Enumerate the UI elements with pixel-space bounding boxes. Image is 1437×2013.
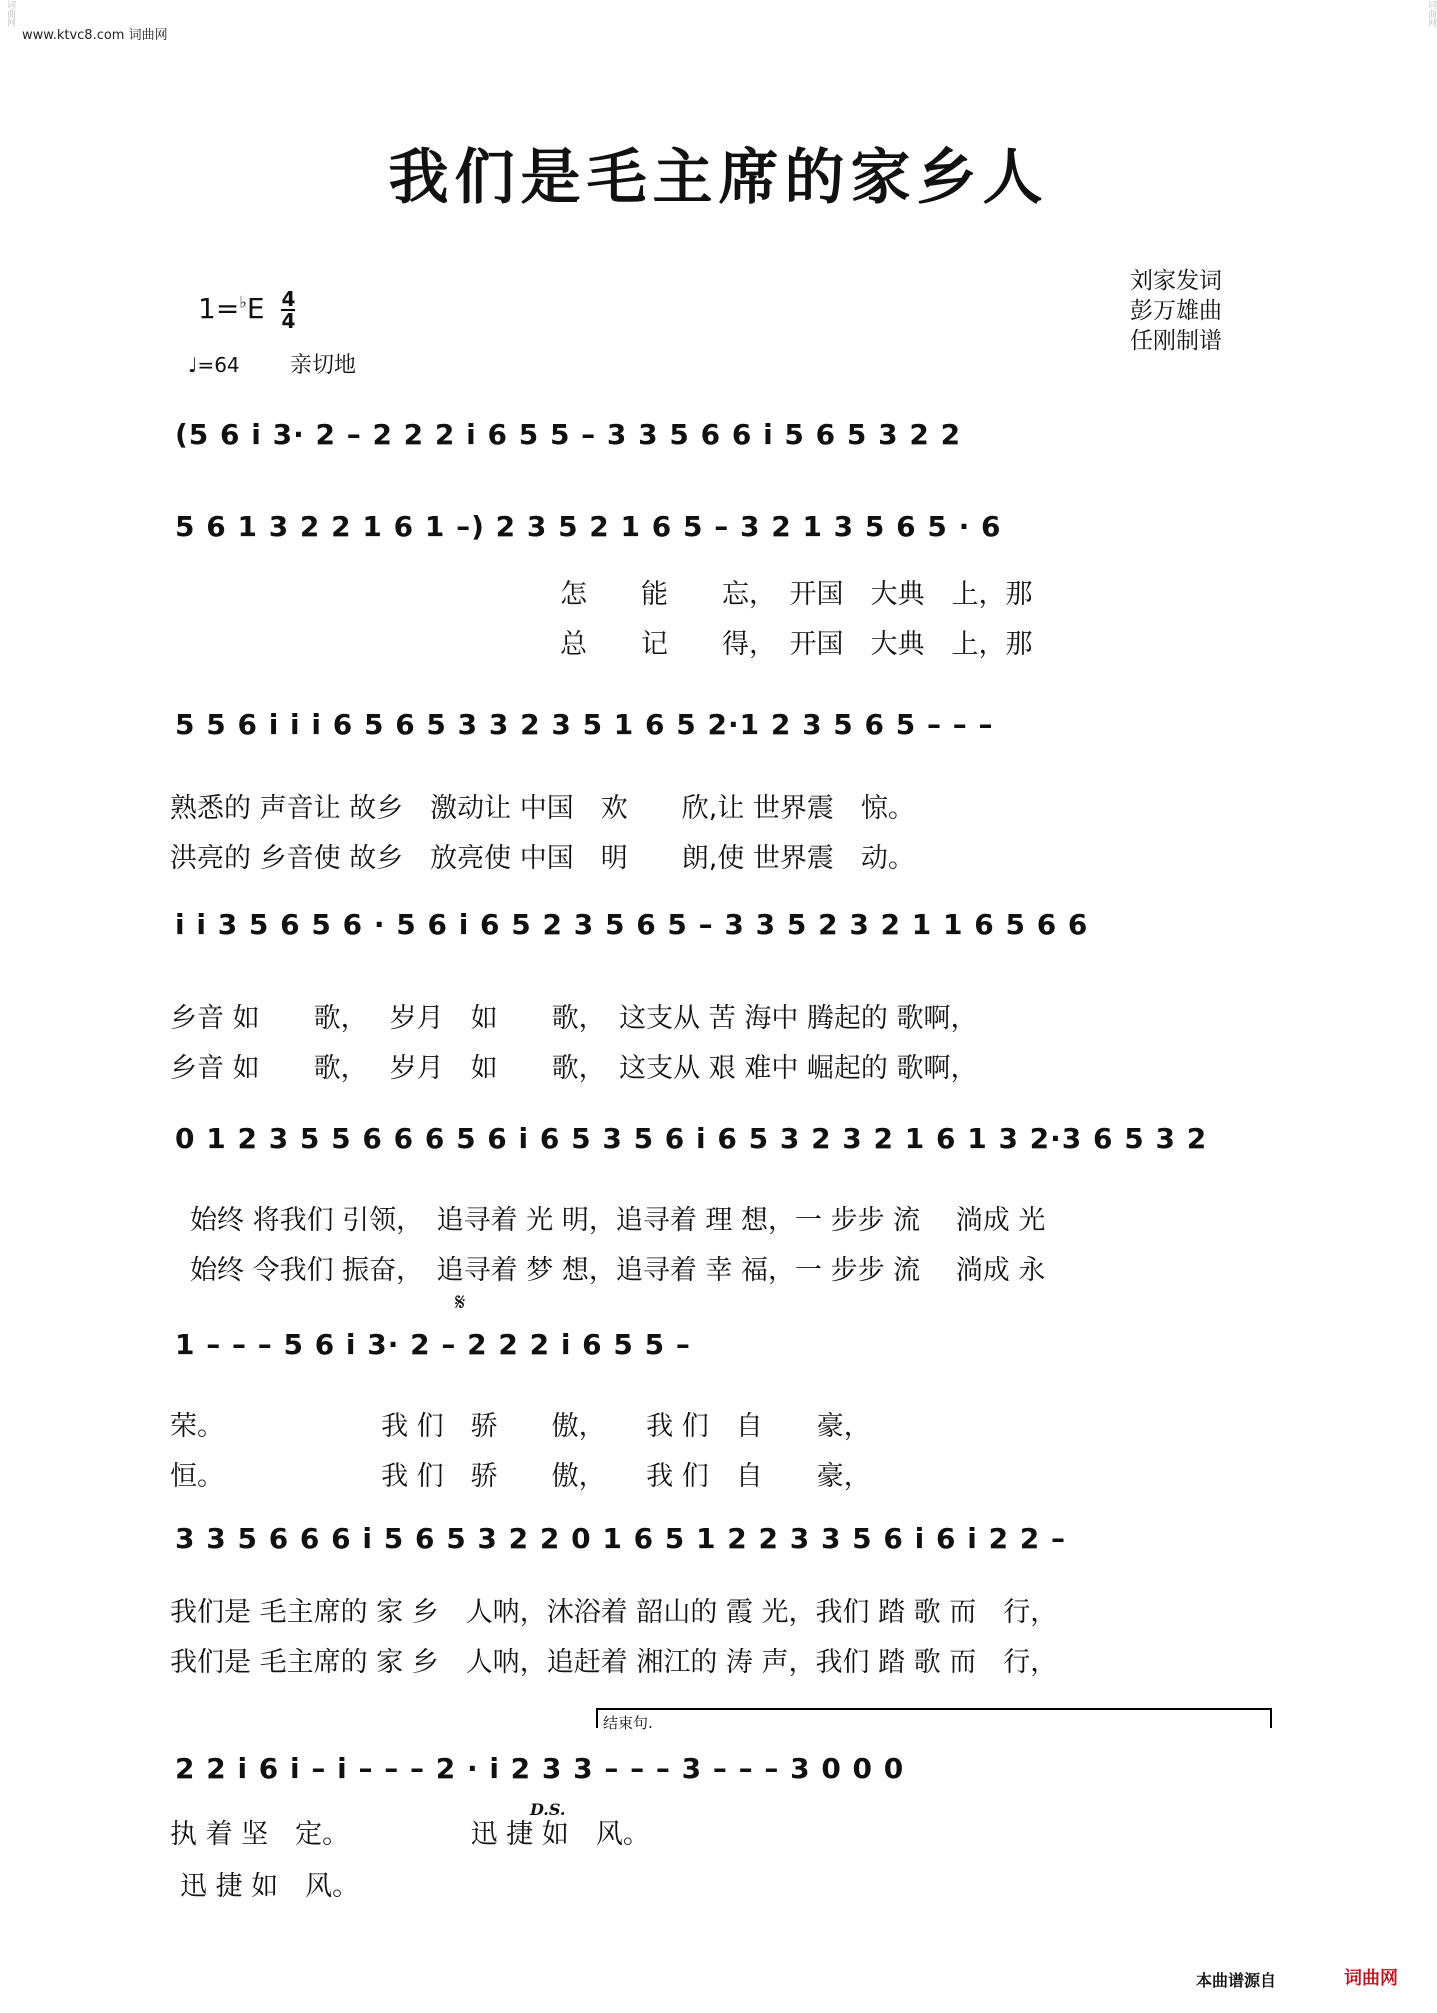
lyric-line-5b: 始终 令我们 振奋， 追寻着 梦 想，追寻着 幸 福，一 步步 流 淌成 永 [190, 1255, 1046, 1286]
lyric-line-8a: 执 着 坚 定。 迅 捷 如 风。 [170, 1819, 650, 1850]
lyric-line-8b: 迅 捷 如 风。 [180, 1871, 360, 1902]
score-line-3: 5 5 6 i i i 6 5 6 5 3 3 2 3 5 1 6 5 2·1 2 3 5 6 5 – – – [175, 708, 994, 741]
footer-source-text: 本曲谱源自 [1196, 1971, 1277, 1990]
time-top: 4 [281, 287, 296, 311]
expression-mark: 亲切地 [290, 353, 357, 378]
score-line-8: 2 2 i 6 i – i – – – 2 · i 2 3 3 – – – 3 – – – 3 0 0 0 [175, 1752, 905, 1785]
lyric-line-5a: 始终 将我们 引领， 追寻着 光 明，追寻着 理 想，一 步步 流 淌成 光 [190, 1205, 1046, 1236]
time-bottom: 4 [281, 309, 296, 333]
lyricist-credit: 刘家发词 [1130, 268, 1222, 294]
lyric-line-3b: 洪亮的 乡音使 故乡 放亮使 中国 明 朗,使 世界震 动。 [170, 843, 915, 874]
flat-sign: ♭ [239, 292, 247, 312]
ending-bracket [596, 1708, 1272, 1728]
ending-label: 结束句. [603, 1714, 653, 1732]
key-note: E [246, 292, 265, 325]
ds-mark: D.S. [530, 1800, 566, 1819]
song-title: 我们是毛主席的家乡人 [388, 143, 1049, 213]
lyric-line-4b: 乡音 如 歌， 岁月 如 歌， 这支从 艰 难中 崛起的 歌啊， [170, 1053, 978, 1084]
tempo-marking [188, 348, 356, 379]
side-watermark-right: 词曲网 [1426, 0, 1436, 27]
composer-credit: 彭万雄曲 [1130, 298, 1222, 324]
side-watermark-left: 词曲网 [5, 0, 15, 27]
lyric-line-3a: 熟悉的 声音让 故乡 激动让 中国 欢 欣,让 世界震 惊。 [170, 793, 915, 824]
score-line-2: 5 6 1 3 2 2 1 6 1 –) 2 3 5 2 1 6 5 – 3 2 1 3 5 6 5 · 6 [175, 510, 1002, 543]
time-signature [281, 287, 296, 333]
segno-sign: 𝄋 [455, 1288, 466, 1316]
lyric-line-7a: 我们是 毛主席的 家 乡 人呐，沐浴着 韶山的 霞 光，我们 踏 歌 而 行， [170, 1597, 1058, 1628]
lyric-line-2b: 总 记 得， 开国 大典 上，那 [560, 629, 1033, 660]
lyric-line-6b: 恒。 我 们 骄 傲， 我 们 自 豪， [170, 1461, 871, 1492]
score-line-4: i i 3 5 6 5 6 · 5 6 i 6 5 2 3 5 6 5 – 3 3 5 2 3 2 1 1 6 5 6 6 [175, 908, 1089, 941]
score-line-1: (5 6 i 3· 2 – 2 2 2 i 6 5 5 – 3 3 5 6 6 i 5 6 5 3 2 2 [175, 418, 962, 451]
lyric-line-7b: 我们是 毛主席的 家 乡 人呐，追赶着 湘江的 涛 声，我们 踏 歌 而 行， [170, 1647, 1058, 1678]
site-header-url[interactable]: www.ktvc8.com 词曲网 [22, 28, 168, 43]
footer-site-logo[interactable]: 词曲网 [1344, 1968, 1398, 1989]
score-line-6: 1 – – – 5 6 i 3· 2 – 2 2 2 i 6 5 5 – [175, 1328, 691, 1361]
transcriber-credit: 任刚制谱 [1130, 328, 1222, 354]
score-line-7: 3 3 5 6 6 6 i 5 6 5 3 2 2 0 1 6 5 1 2 2 3 3 5 6 i 6 i 2 2 – [175, 1522, 1067, 1555]
key-signature [198, 287, 296, 333]
lyric-line-6a: 荣。 我 们 骄 傲， 我 们 自 豪， [170, 1411, 871, 1442]
tempo-mark: ♩=64 [188, 353, 240, 377]
lyric-line-4a: 乡音 如 歌， 岁月 如 歌， 这支从 苦 海中 腾起的 歌啊， [170, 1003, 978, 1034]
credits-block [1130, 266, 1222, 356]
lyric-line-2a: 怎 能 忘， 开国 大典 上，那 [560, 579, 1033, 610]
key-label: 1= [198, 292, 240, 325]
score-line-5: 0 1 2 3 5 5 6 6 6 5 6 i 6 5 3 5 6 i 6 5 3 2 3 2 1 6 1 3 2·3 6 5 3 2 [175, 1122, 1208, 1155]
